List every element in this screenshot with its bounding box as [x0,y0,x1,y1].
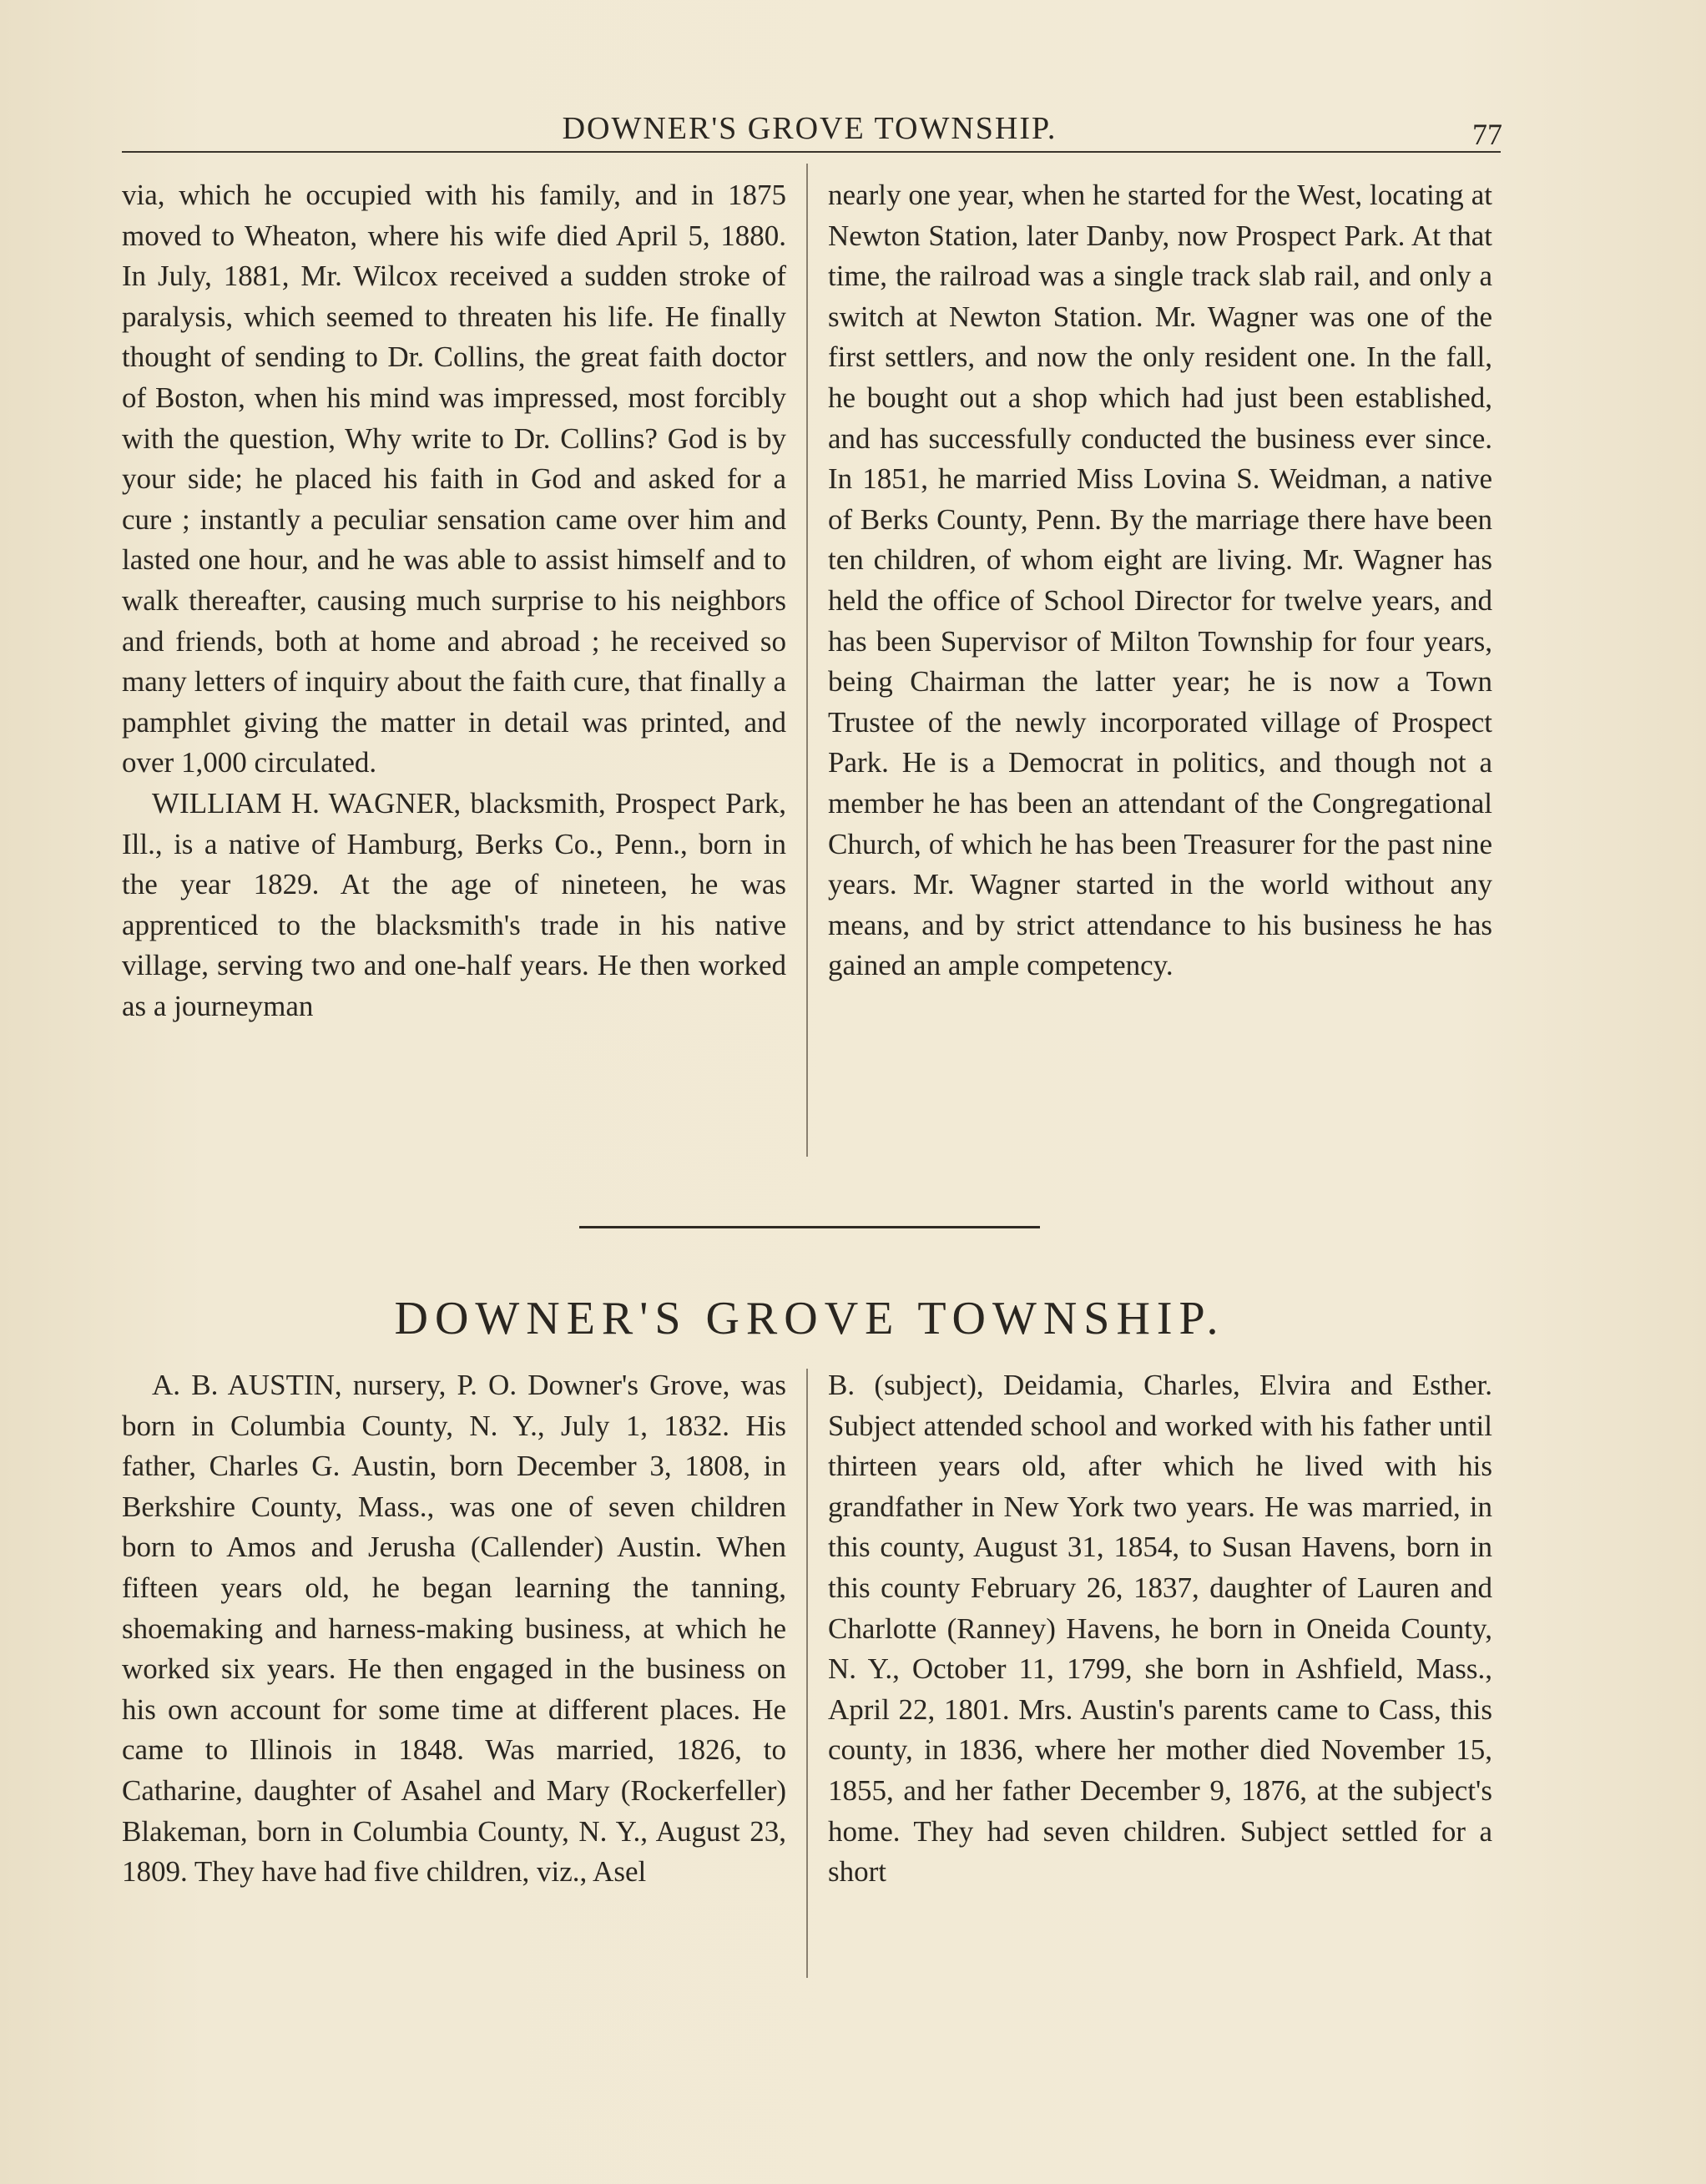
upper-right-column [828,175,1492,986]
lower-left-column [122,1365,786,1893]
upper-column-divider [806,164,808,1157]
paragraph-austin-bio: A. B. AUSTIN, nursery, P. O. Downer's Grove, was born in Columbia County, N. Y., July 1, 1832. His father, Charles G. Austin, born December 3, 1808, in Berkshire County, Mass., was one of seven children born to Amos and Jerusha (Callender) Austin. When fifteen years old, he began learning the tanning, shoemaking and harness-making business, at which he worked six years. He then engaged in the business on his own account for some time at different places. He came to Illinois in 1848. Was married, 1826, to Catharine, daughter of Asahel and Mary (Rockerfeller) Blakeman, born in Columbia County, N. Y., August 23, 1809. They have had five children, viz., Asel [122,1369,786,1889]
lower-right-column [828,1365,1492,1893]
page-number: 77 [1472,118,1502,151]
paragraph-wilcox-continued: via, which he occupied with his family, and in 1875 moved to Wheaton, where his wife died April 5, 1880. In July, 1881, Mr. Wilcox received a sudden stroke of paralysis, which seemed to threaten his life. He finally thought of sending to Dr. Collins, the great faith doctor of Boston, when his mind was impressed, most forcibly with the question, Why write to Dr. Collins? God is by your side; he placed his faith in God and asked for a cure ; instantly a peculiar sensation came over him and lasted one hour, and he was able to assist himself and to walk thereafter, causing much surprise to his neighbors and friends, both at home and abroad ; he received so many letters of inquiry about the faith cure, that finally a pamphlet giving the matter in detail was printed, and over 1,000 circulated. [122,179,786,779]
paragraph-wagner-continued: nearly one year, when he started for the West, locating at Newton Station, later Danby, now Prospect Park. At that time, the railroad was a single track slab rail, and only a switch at Newton Station. Mr. Wagner was one of the first settlers, and now the only resident one. In the fall, he bought out a shop which had just been established, and has successfully conducted the business ever since. In 1851, he married Miss Lovina S. Weidman, a native of Berks County, Penn. By the marriage there have been ten children, of whom eight are living. Mr. Wagner has held the office of School Director for twelve years, and has been Supervisor of Milton Township for four years, being Chairman the latter year; he is now a Town Trustee of the newly incorporated village of Prospect Park. He is a Democrat in politics, and though not a member he has been an attendant of the Congregational Church, of which he has been Treasurer for the past nine years. Mr. Wagner started in the world without any means, and by strict attendance to his business he has gained an ample competency. [828,179,1492,982]
paragraph-austin-continued: B. (subject), Deidamia, Charles, Elvira and Esther. Subject attended school and worked with his father until thirteen years old, after which he lived with his grandfather in New York two years. He was married, in this county, August 31, 1854, to Susan Havens, born in this county February 26, 1837, daughter of Lauren and Charlotte (Ranney) Havens, he born in Oneida County, N. Y., October 11, 1799, she born in Ashfield, Mass., April 22, 1801. Mrs. Austin's parents came to Cass, this county, in 1836, where her mother died November 15, 1855, and her father December 9, 1876, at the subject's home. They had seven children. Subject settled for a short [828,1369,1492,1889]
lower-column-divider [806,1369,808,1978]
running-head: DOWNER'S GROVE TOWNSHIP. [562,111,1057,146]
section-separator-rule [579,1226,1040,1228]
upper-left-column [122,175,786,1026]
paragraph-wagner-bio: WILLIAM H. WAGNER, blacksmith, Prospect Park, Ill., is a native of Hamburg, Berks Co., Penn., born in the year 1829. At the age of nineteen, he was apprenticed to the blacksmith's trade in his native village, serving two and one-half years. He then worked as a journeyman [122,786,786,1022]
header-rule [122,151,1501,153]
section-title: DOWNER'S GROVE TOWNSHIP. [394,1293,1225,1344]
